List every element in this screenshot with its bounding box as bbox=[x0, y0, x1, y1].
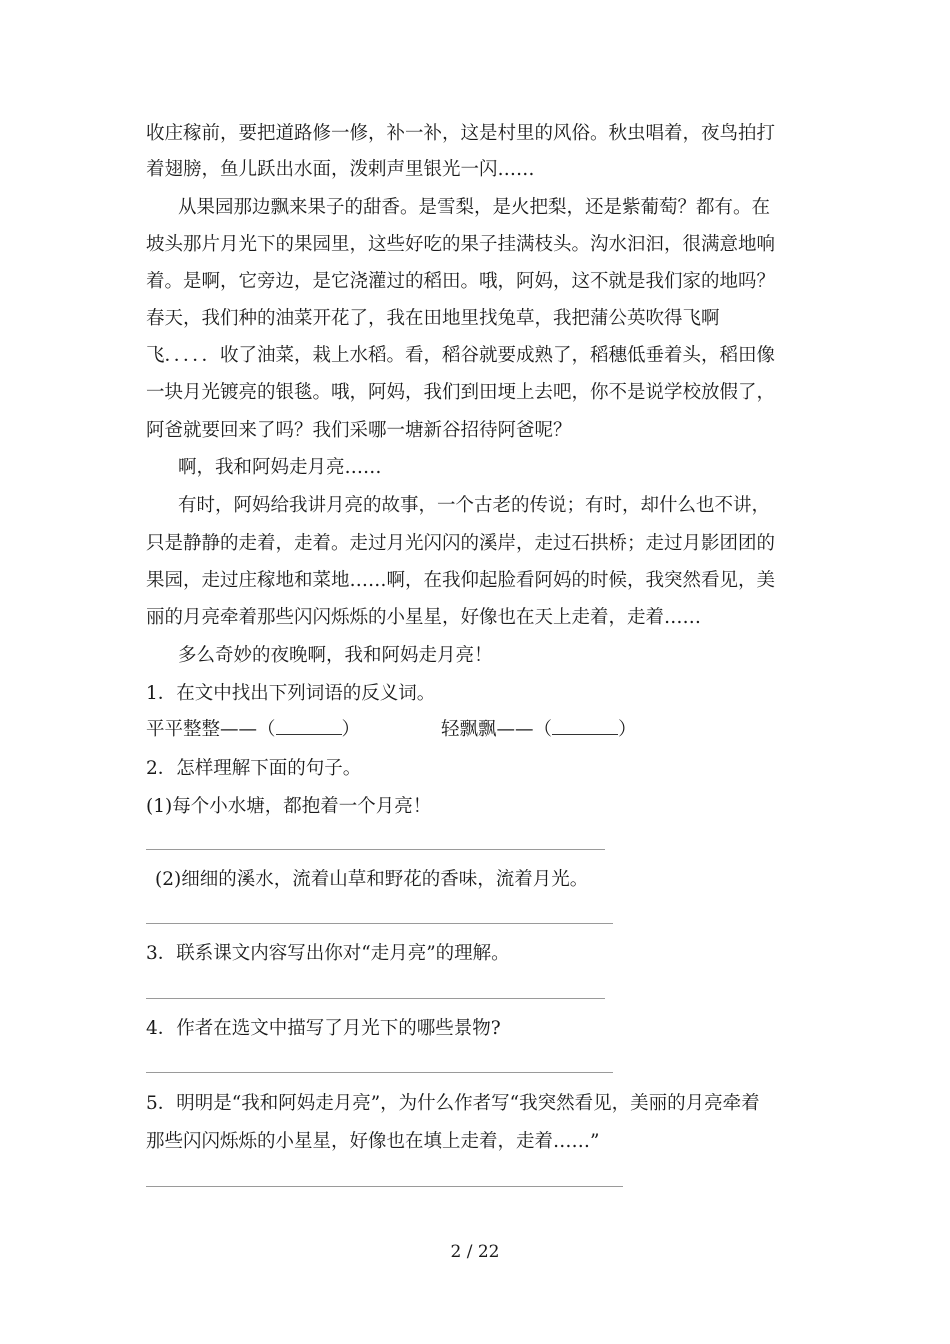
answer-line-3[interactable] bbox=[146, 998, 605, 999]
passage-line: 有时，阿妈给我讲月亮的故事，一个古老的传说；有时，却什么也不讲， bbox=[178, 495, 771, 516]
antonym-word-b: 轻飘飘——（ bbox=[441, 719, 553, 740]
passage-line: 一块月光镀亮的银毯。哦，阿妈，我们到田埂上去吧，你不是说学校放假了， bbox=[146, 382, 776, 403]
passage-line: 收庄稼前，要把道路修一修，补一补，这是村里的风俗。秋虫唱着，夜鸟拍打 bbox=[146, 123, 776, 144]
answer-line-4[interactable] bbox=[146, 1072, 613, 1073]
passage-line: 阿爸就要回来了吗？我们采哪一塘新谷招待阿爸呢？ bbox=[146, 420, 572, 441]
question-3: 3．联系课文内容写出你对“走月亮”的理解。 bbox=[146, 943, 510, 964]
answer-blank-a[interactable] bbox=[276, 720, 342, 735]
answer-line-2-1[interactable] bbox=[146, 849, 605, 850]
passage-line: 春天，我们种的油菜开花了，我在田地里找兔草，我把蒲公英吹得飞啊 bbox=[146, 308, 720, 329]
answer-line-5[interactable] bbox=[146, 1186, 623, 1187]
question-4: 4．作者在选文中描写了月光下的哪些景物? bbox=[146, 1018, 501, 1039]
question-2-1: (1)每个小水塘，都抱着一个月亮！ bbox=[146, 796, 432, 817]
question-2-2: (2)细细的溪水，流着山草和野花的香味，流着月光。 bbox=[155, 869, 589, 890]
passage-line: 果园，走过庄稼地和菜地……啊，在我仰起脸看阿妈的时候，我突然看见，美 bbox=[146, 570, 776, 591]
passage-line: 啊，我和阿妈走月亮…… bbox=[178, 457, 382, 478]
antonym-item-a: 平平整整——（ ） bbox=[146, 719, 361, 740]
passage-line: 丽的月亮牵着那些闪闪烁烁的小星星，好像也在天上走着，走着…… bbox=[146, 607, 702, 628]
passage-line: 着翅膀，鱼儿跃出水面，泼剌声里银光一闪…… bbox=[146, 159, 535, 180]
answer-blank-b[interactable] bbox=[552, 720, 618, 735]
question-5-continued: 那些闪闪烁烁的小星星，好像也在填上走着，走着……” bbox=[146, 1131, 600, 1152]
antonym-item-b: 轻飘飘——（ ） bbox=[441, 719, 637, 740]
question-5: 5．明明是“我和阿妈走月亮”，为什么作者写“我突然看见，美丽的月亮牵着 bbox=[146, 1093, 760, 1114]
page-number: 2 / 22 bbox=[450, 1242, 500, 1262]
passage-line: 只是静静的走着，走着。走过月光闪闪的溪岸，走过石拱桥；走过月影团团的 bbox=[146, 533, 776, 554]
antonym-word-a: 平平整整——（ bbox=[146, 719, 276, 740]
question-2: 2．怎样理解下面的句子。 bbox=[146, 758, 362, 779]
passage-line: 坡头那片月光下的果园里，这些好吃的果子挂满枝头。沟水汩汩，很满意地响 bbox=[146, 234, 776, 255]
passage-line: 从果园那边飘来果子的甜香。是雪梨，是火把梨，还是紫葡萄？都有。在 bbox=[178, 197, 771, 218]
passage-line: 着。是啊，它旁边，是它浇灌过的稻田。哦，阿妈，这不就是我们家的地吗？ bbox=[146, 271, 776, 292]
answer-line-2-2[interactable] bbox=[146, 923, 613, 924]
question-1: 1．在文中找出下列词语的反义词。 bbox=[146, 683, 436, 704]
passage-line: 飞．．．．．收了油菜，栽上水稻。看，稻谷就要成熟了，稻穗低垂着头，稻田像 bbox=[146, 345, 776, 366]
passage-line: 多么奇妙的夜晚啊，我和阿妈走月亮！ bbox=[178, 645, 493, 666]
